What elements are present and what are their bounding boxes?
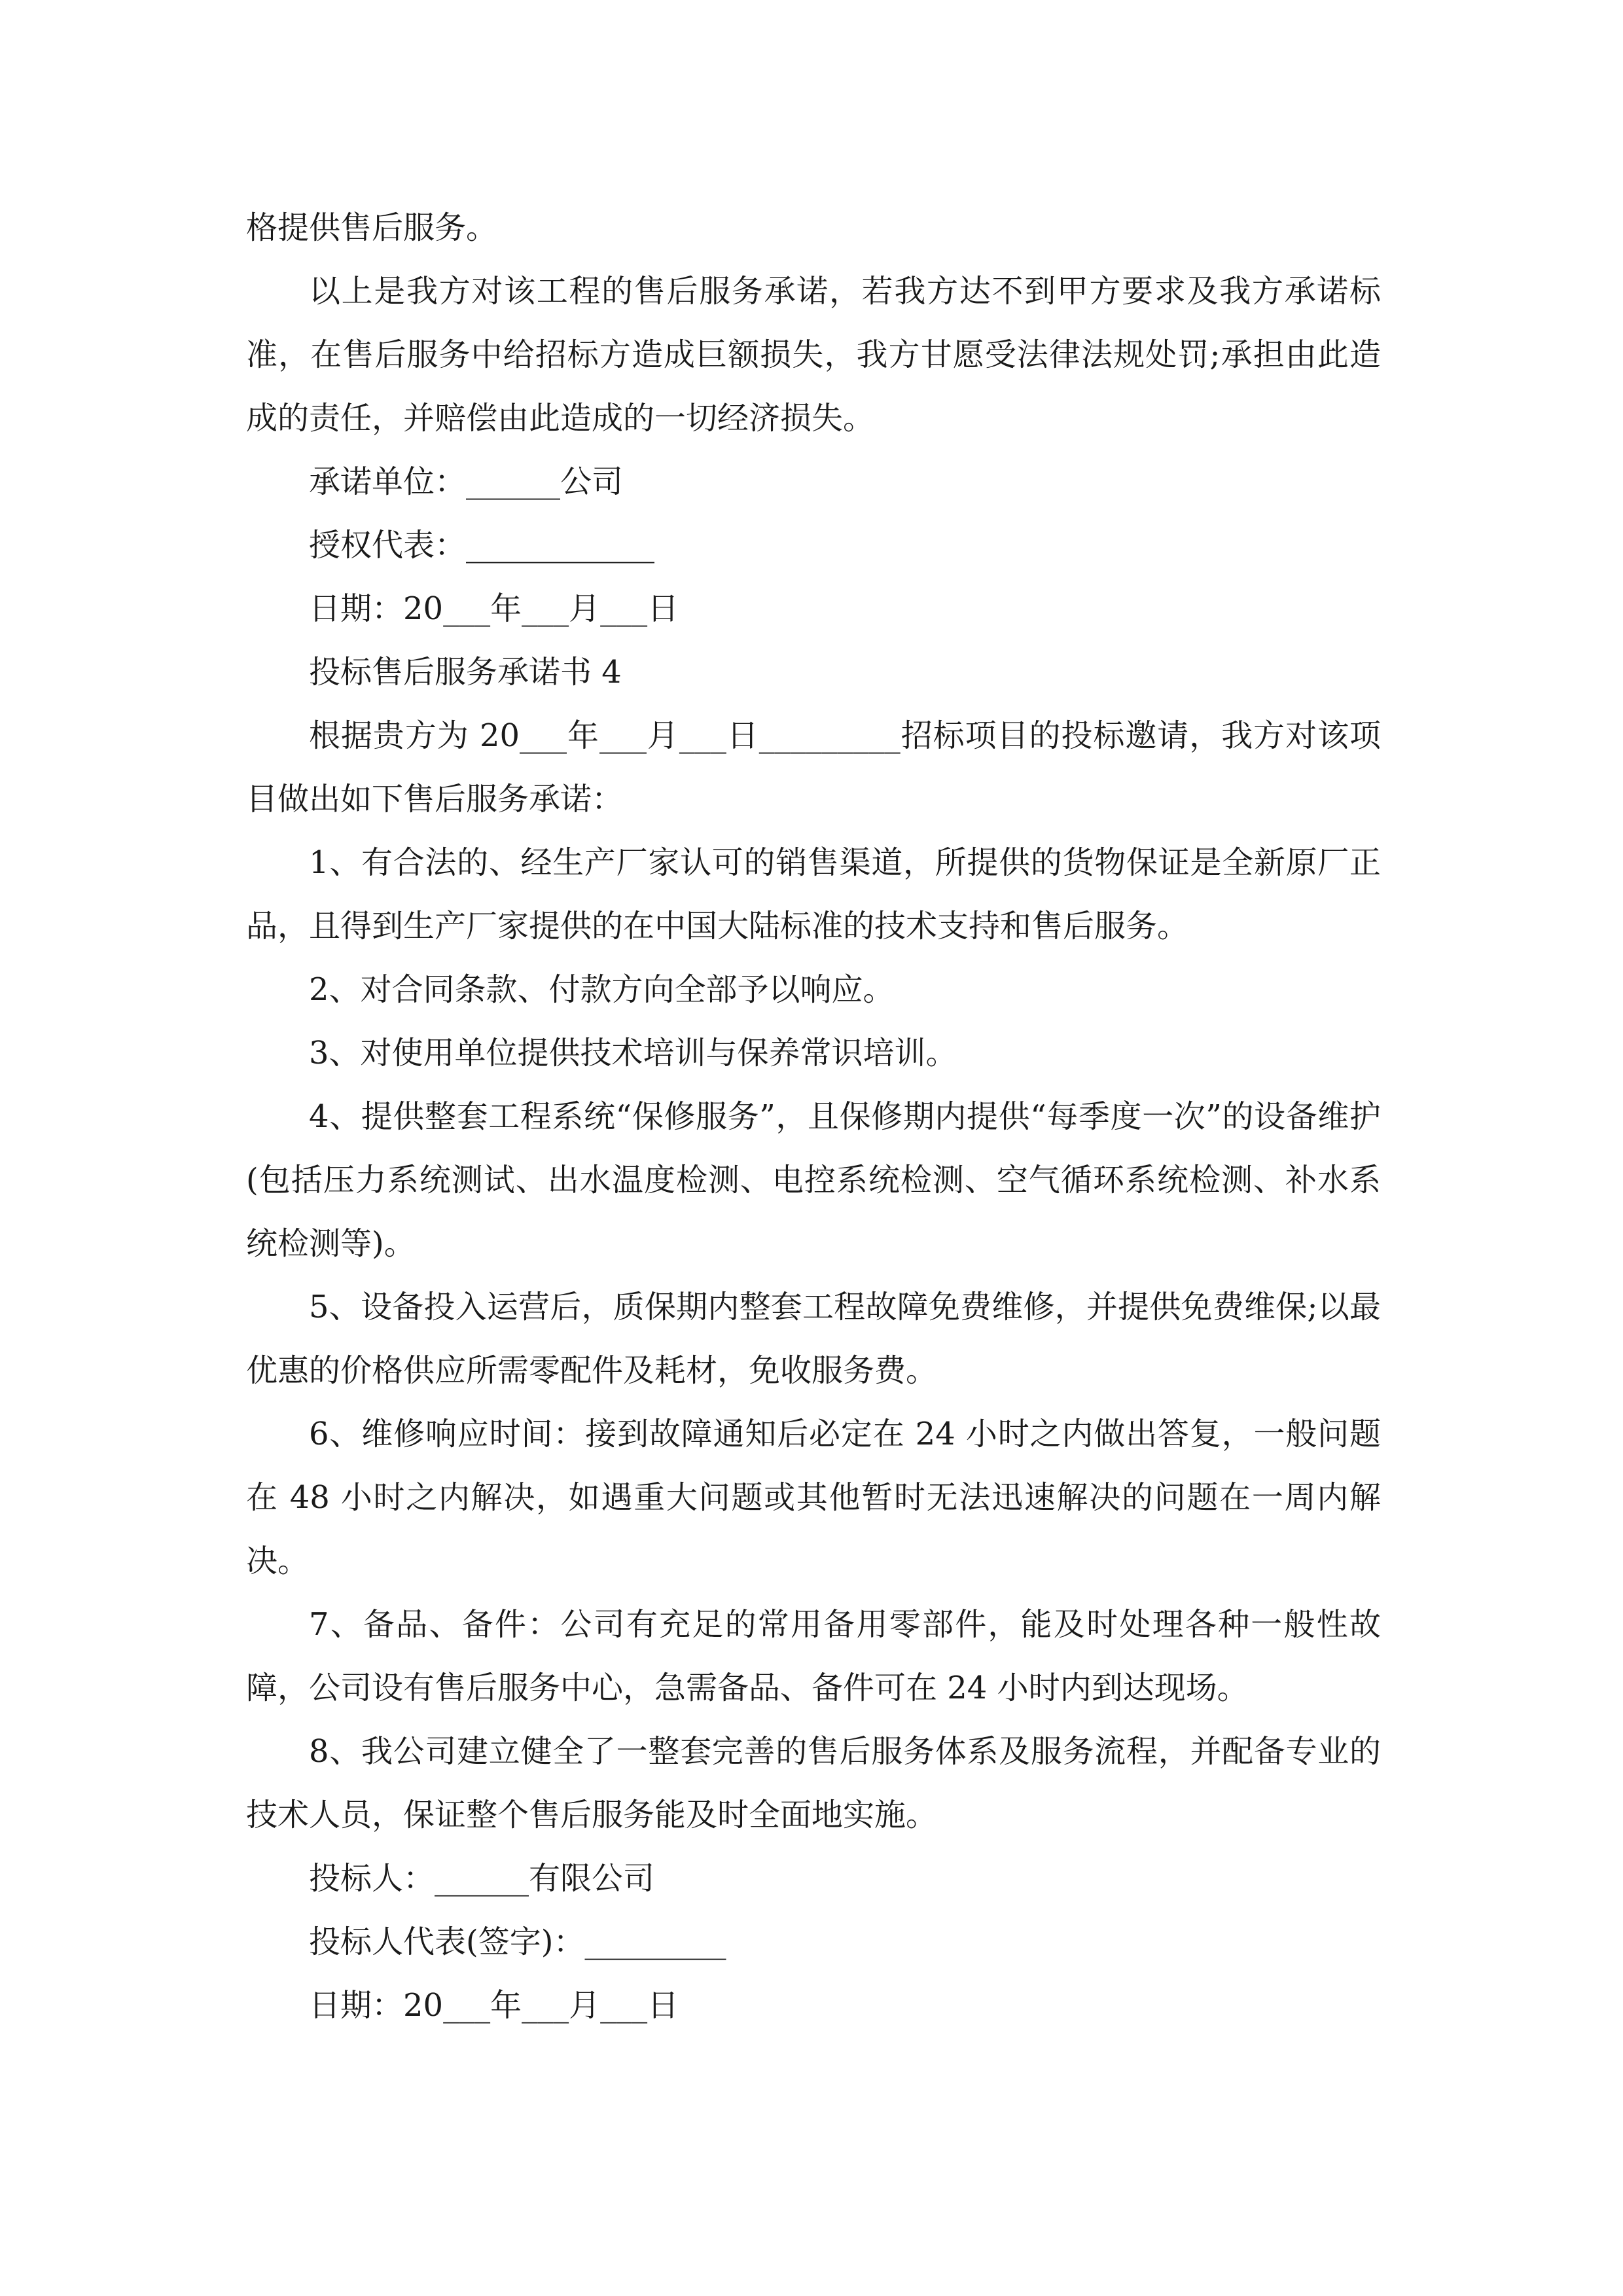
list-item-3: 3、对使用单位提供技术培训与保养常识培训。 (309, 1035, 957, 1071)
list-item-7: 7、备品、备件：公司有充足的常用备用零部件，能及时处理各种一般性故障，公司设有售后服务中心，急需备品、备件可在 24 小时内到达现场。 (246, 1606, 1381, 1706)
paragraph-date-1: 日期：20___年___月___日 (309, 590, 679, 627)
list-item-8: 8、我公司建立健全了一整套完善的售后服务体系及服务流程，并配备专业的技术人员，保证整个售后服务能及时全面地实施。 (246, 1733, 1381, 1833)
list-item-4: 4、提供整套工程系统“保修服务”，且保修期内提供“每季度一次”的设备维护(包括压力系统测试、出水温度检测、电控系统检测、空气循环系统检测、补水系统检测等)。 (246, 1098, 1381, 1262)
paragraph-bidder-rep-signature: 投标人代表(签字)：_________ (309, 1924, 726, 1960)
document-body (246, 196, 1381, 2037)
paragraph-committing-unit: 承诺单位：______公司 (309, 463, 624, 500)
paragraph-authorized-rep: 授权代表：____________ (309, 527, 655, 564)
list-item-2: 2、对合同条款、付款方向全部予以响应。 (309, 971, 895, 1008)
list-item-1: 1、有合法的、经生产厂家认可的销售渠道，所提供的货物保证是全新原厂正品，且得到生产厂家提供的在中国大陆标准的技术支持和售后服务。 (246, 844, 1381, 944)
list-item-5: 5、设备投入运营后，质保期内整套工程故障免费维修，并提供免费维保;以最优惠的价格供应所需零配件及耗材，免收服务费。 (246, 1289, 1381, 1389)
paragraph-date-2: 日期：20___年___月___日 (309, 1987, 679, 2024)
section-title: 投标售后服务承诺书 4 (309, 654, 622, 691)
paragraph-continuation: 格提供售后服务。 (246, 209, 498, 246)
paragraph-commitment-statement: 以上是我方对该工程的售后服务承诺，若我方达不到甲方要求及我方承诺标准，在售后服务中给招标方造成巨额损失，我方甘愿受法律法规处罚;承担由此造成的责任，并赔偿由此造成的一切经济损失。 (246, 273, 1381, 437)
paragraph-bidder: 投标人：______有限公司 (309, 1860, 655, 1897)
list-item-6: 6、维修响应时间：接到故障通知后必定在 24 小时之内做出答复，一般问题在 48 小时之内解决，如遇重大问题或其他暂时无法迅速解决的问题在一周内解决。 (246, 1416, 1381, 1579)
paragraph-intro: 根据贵方为 20___年___月___日_________招标项目的投标邀请，我方对该项目做出如下售后服务承诺： (246, 717, 1381, 817)
